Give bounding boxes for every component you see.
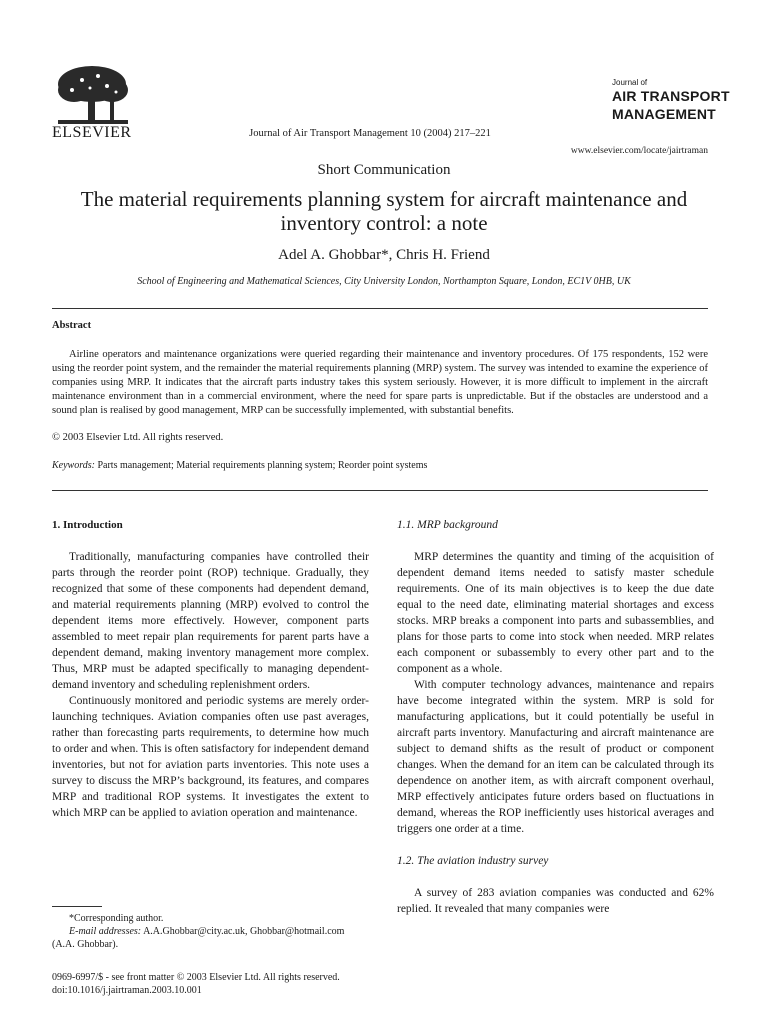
journal-brand-small: Journal of <box>612 78 648 87</box>
divider-bottom <box>52 490 708 491</box>
footnote-email-label: E-mail addresses: <box>69 926 142 937</box>
intro-paragraph-2: Continuously monitored and periodic systems are merely order-launching techniques. Aviation companies often use past averages, rather than forecasting parts requirements, to determine how much to order and when. This is often satisfactory for independent demand inventories, but not for aviation parts inventories. This note uses a survey to discuss the MRP’s background, its features, and compares MRP and traditional ROP systems. It investigates the extent to which MRP can be applied to aviation operation and maintenance. <box>52 695 369 819</box>
subsection-heading-mrp-background: 1.1. MRP background <box>397 519 498 531</box>
journal-brand-line1: AIR TRANSPORT <box>612 88 730 104</box>
doi-line[interactable]: doi:10.1016/j.jairtraman.2003.10.001 <box>52 985 202 996</box>
footnote-rule <box>52 906 102 907</box>
affiliation: School of Engineering and Mathematical Sciences, City University London, Northampton Square, London, EC1V 0HB, UK <box>137 276 631 287</box>
mrp-paragraph-1: MRP determines the quantity and timing of the acquisition of dependent demand items needed to satisfy master schedule requirements. One of its main objectives is to keep the due date equal to the need date, eliminating material shortages and excess stocks. MRP breaks a component into parts and subassemblies, and plans for those parts to come into stock when needed. MRP relates each component or subassembly to every other part and to the component as a whole. <box>397 551 714 675</box>
survey-paragraph-1: A survey of 283 aviation companies was conducted and 62% replied. It revealed that many companies were <box>397 887 714 915</box>
right-column <box>397 517 714 917</box>
elsevier-tree-logo <box>52 62 134 130</box>
section-type: Short Communication <box>317 162 451 178</box>
subsection-heading-survey: 1.2. The aviation industry survey <box>397 855 549 867</box>
keywords <box>52 460 708 471</box>
publisher-name: ELSEVIER <box>52 124 132 141</box>
intro-paragraph-1: Traditionally, manufacturing companies have controlled their parts through the reorder point (ROP) technique. Gradually, they recognized that some of these components had dependent demand, and material requirements planning (MRP) evolved to control the dependent items more effectively. However, component parts assembled to meet repair plan requirements for parent parts have a dependent demand, making inventory management more complex. Thus, MRP must be adapted specifically to managing dependent-demand inventory and scheduling replenishment orders. <box>52 551 369 691</box>
journal-url[interactable]: www.elsevier.com/locate/jairtraman <box>570 146 708 156</box>
bottom-matter <box>52 971 412 997</box>
keywords-list: Parts management; Material requirements planning system; Reorder point systems <box>97 460 428 471</box>
keywords-label: Keywords: <box>52 460 95 471</box>
mrp-paragraph-2: With computer technology advances, maintenance and repairs have become integrated within the system. MRP is sold for manufacturing applications, but it could potentially be useful in aircraft parts inventory. Manufacturing and aircraft maintenance are subject to demand shifts as the result of product or component changes. When the demand for an item can be calculated through its dependence on another item, as with aircraft component overhaul, MRP effectively anticipates future orders based on fluctuations in demand, whereas the ROP inefficiently uses historical averages and triggers one order at a time. <box>397 679 714 835</box>
footnote-corresponding: *Corresponding author. <box>69 913 164 924</box>
abstract-heading: Abstract <box>52 320 92 331</box>
section-heading-introduction: 1. Introduction <box>52 519 123 531</box>
divider-top <box>52 308 708 309</box>
paper-title: The material requirements planning system for aircraft maintenance and inventory control: a note <box>80 187 688 235</box>
footnote-emails[interactable]: A.A.Ghobbar@city.ac.uk, Ghobbar@hotmail.com (A.A. Ghobbar). <box>52 926 345 950</box>
authors: Adel A. Ghobbar*, Chris H. Friend <box>278 247 490 263</box>
journal-brand <box>612 78 732 123</box>
footnote <box>52 912 369 951</box>
abstract-copyright: © 2003 Elsevier Ltd. All rights reserved. <box>52 432 224 443</box>
journal-citation: Journal of Air Transport Management 10 (2004) 217–221 <box>249 128 491 139</box>
issn-line: 0969-6997/$ - see front matter © 2003 Elsevier Ltd. All rights reserved. <box>52 972 340 983</box>
abstract-text: Airline operators and maintenance organizations were queried regarding their maintenance and inventory procedures. Of 175 respondents, 152 were using the reorder point system, and the remainder the material requirements planning (MRP) system. The survey was intended to examine the experience of companies using MRP. It indicates that the aircraft parts industry takes this system seriously. However, it is more difficult to implement in the aircraft maintenance environment than in a commercial environment, where the need for spare parts is unpredictable. But if the obstacles are understood and a sound plan is realised by good management, MRP can be successfully implemented, with substantial benefits. <box>52 349 708 417</box>
journal-brand-line2: MANAGEMENT <box>612 106 716 122</box>
left-column <box>52 517 369 821</box>
